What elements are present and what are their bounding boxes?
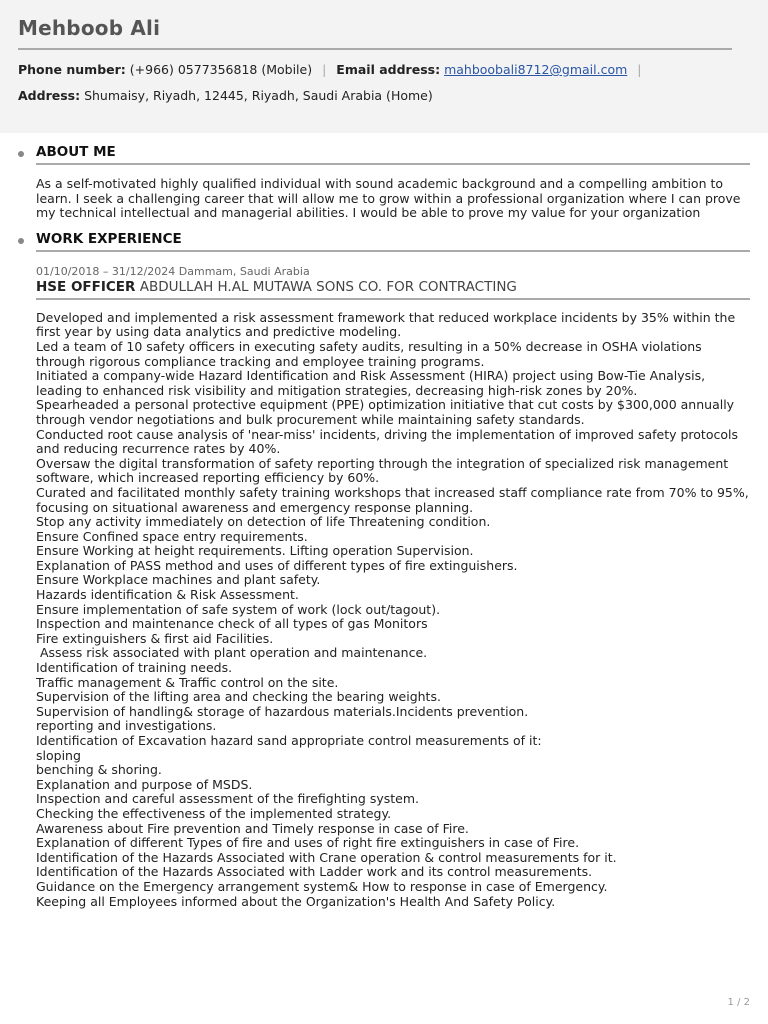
duty-item: Ensure Workplace machines and plant safety.: [36, 572, 321, 588]
duty-item: Supervision of handling& storage of hazardous materials.Incidents prevention.: [36, 703, 529, 719]
duty-item: Initiated a company-wide Hazard Identification and Risk Assessment (HIRA) project using Bow-Tie Analysis, leading to enhanced risk visibility and mitigation strategies, decreasing high-risk zones by 20%.: [36, 368, 710, 398]
duty-item: benching & shoring.: [36, 762, 162, 778]
candidate-name: Mehboob Ali: [18, 16, 732, 50]
duty-item: Awareness about Fire prevention and Timely response in case of Fire.: [36, 820, 469, 836]
address-value: Shumaisy, Riyadh, 12445, Riyadh, Saudi Arabia (Home): [84, 88, 433, 103]
about-section: [36, 144, 750, 221]
duty-item: Fire extinguishers & first aid Facilities.: [36, 630, 274, 646]
about-title: ABOUT ME: [36, 144, 750, 165]
cv-header: [0, 0, 768, 133]
duty-item: Led a team of 10 safety officers in executing safety audits, resulting in a 50% decrease in OSHA violations through rigorous compliance tracking and employee training programs.: [36, 338, 706, 369]
duty-item: Supervision of the lifting area and checking the bearing weights.: [36, 689, 441, 705]
duty-item: Assess risk associated with plant operation and maintenance.: [36, 645, 428, 661]
email-link[interactable]: mahboobali8712@gmail.com: [444, 62, 628, 77]
job-duties: [36, 309, 753, 909]
duty-item: Explanation of different Types of fire and uses of right fire extinguishers in case of Fire.: [36, 835, 580, 851]
duty-item: reporting and investigations.: [36, 718, 217, 734]
duty-item: Inspection and careful assessment of the firefighting system.: [36, 791, 419, 807]
duty-item: Explanation and purpose of MSDS.: [36, 776, 253, 792]
address-row: [18, 88, 750, 103]
duty-item: Conducted root cause analysis of 'near-miss' incidents, driving the implementation of improved safety protocols and reducing recurrence rates by 40%.: [36, 426, 742, 457]
job-role: HSE OFFICER: [36, 278, 136, 295]
contact-row: [18, 62, 750, 77]
duty-item: Hazards identification & Risk Assessment.: [36, 587, 299, 603]
duty-item: Curated and facilitated monthly safety training workshops that increased staff compliance rate from 70% to 95%, focusing on situational awareness and emergency response planning.: [36, 484, 753, 515]
duty-item: Identification of the Hazards Associated with Crane operation & control measurements for it.: [36, 849, 617, 865]
section-bullet-icon: [18, 151, 24, 157]
duty-item: Identification of training needs.: [36, 660, 233, 676]
phone-label: Phone number:: [18, 62, 126, 77]
duty-item: Identification of the Hazards Associated with Ladder work and its control measurements.: [36, 864, 593, 880]
job-heading: [36, 279, 750, 300]
duty-item: Developed and implemented a risk assessment framework that reduced workplace incidents by 35% within the first year by using data analytics and predictive modeling.: [36, 309, 740, 340]
separator: |: [637, 62, 642, 77]
about-text: As a self-motivated highly qualified individual with sound academic background and a compelling ambition to learn. I seek a challenging career that will allow me to grow within a professional organization where I can prove my technical intellectual and managerial abilities. I would be able to prove my value for your organization: [36, 176, 741, 221]
duty-item: Ensure Working at height requirements. Lifting operation Supervision.: [36, 543, 474, 559]
job-company: ABDULLAH H.AL MUTAWA SONS CO. FOR CONTRACTING: [139, 278, 517, 295]
address-label: Address:: [18, 88, 81, 103]
duty-item: Oversaw the digital transformation of safety reporting through the integration of specialized risk management software, which increased reporting efficiency by 60%.: [36, 455, 733, 486]
separator: |: [322, 62, 327, 77]
duty-item: Guidance on the Emergency arrangement system& How to response in case of Emergency.: [36, 878, 608, 894]
duty-item: Checking the effectiveness of the implemented strategy.: [36, 805, 392, 821]
duty-item: sloping: [36, 747, 81, 763]
duty-item: Identification of Excavation hazard sand appropriate control measurements of it:: [36, 733, 542, 748]
section-bullet-icon: [18, 238, 24, 244]
duty-item: Explanation of PASS method and uses of different types of fire extinguishers.: [36, 557, 518, 573]
phone-value: (+966) 0577356818 (Mobile): [129, 62, 313, 77]
job-dates-location: 01/10/2018 – 31/12/2024 Dammam, Saudi Arabia: [36, 264, 310, 278]
duty-item: Traffic management & Traffic control on the site.: [36, 674, 339, 690]
duty-item: Stop any activity immediately on detection of life Threatening condition.: [36, 514, 491, 530]
duty-item: Ensure Confined space entry requirements.: [36, 528, 308, 544]
page-number: 1 / 2: [727, 997, 750, 1008]
email-label: Email address:: [336, 62, 441, 77]
duty-item: Ensure implementation of safe system of work (lock out/tagout).: [36, 601, 441, 617]
duty-item: Spearheaded a personal protective equipment (PPE) optimization initiative that cut costs by $300,000 annually through vendor negotiations and bulk procurement while maintaining safety standards.: [36, 397, 739, 427]
work-section: [36, 230, 753, 909]
duty-item: Inspection and maintenance check of all types of gas Monitors: [36, 616, 428, 632]
duty-item: Keeping all Employees informed about the Organization's Health And Safety Policy.: [36, 893, 556, 909]
work-title: WORK EXPERIENCE: [36, 231, 750, 252]
